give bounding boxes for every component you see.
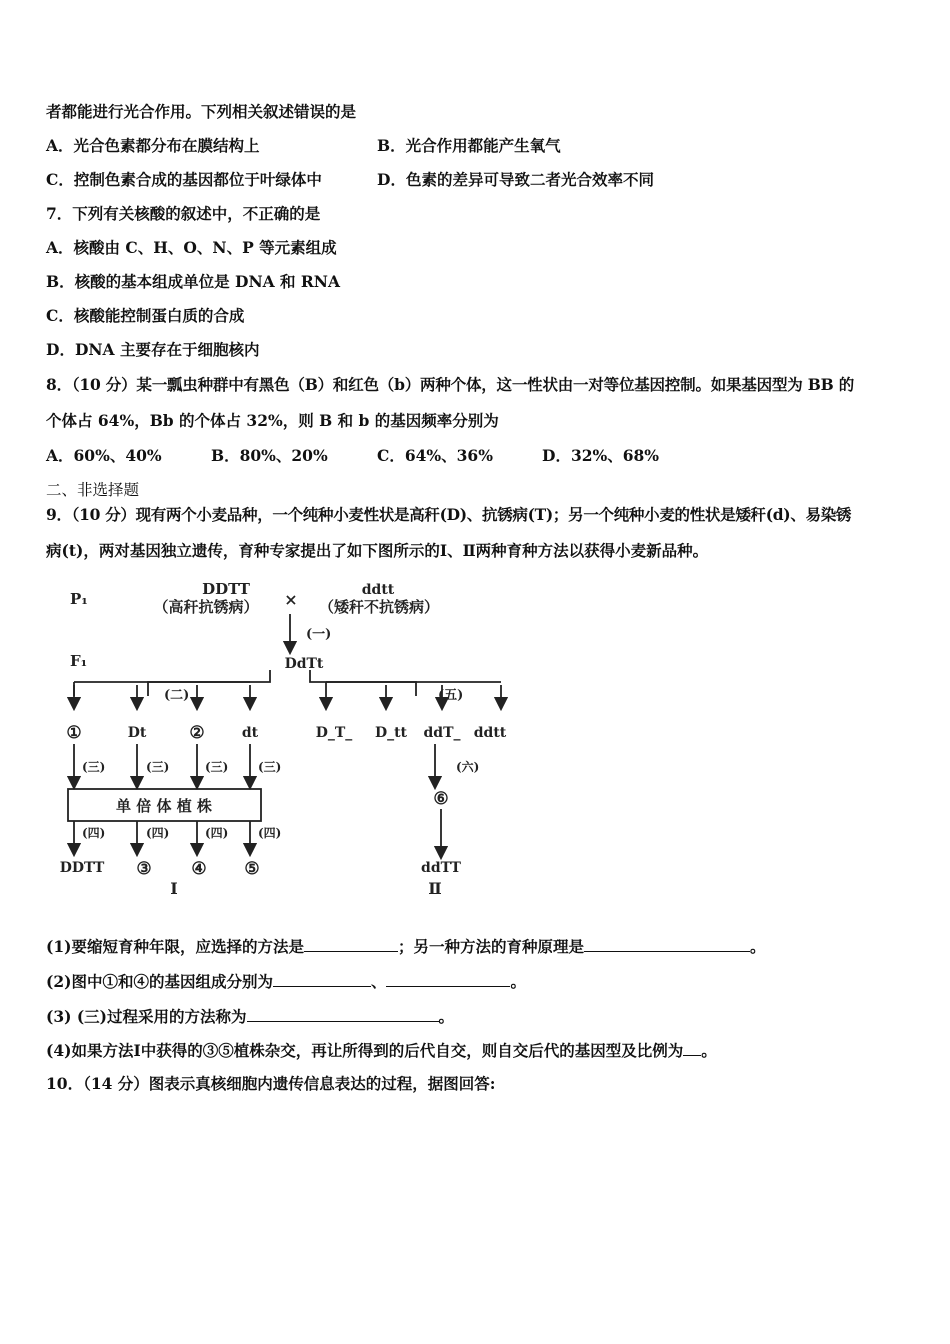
- step-4-label-1: (四): [82, 826, 106, 840]
- gamete-2: ②: [189, 723, 205, 743]
- gamete-dt-upper: Dt: [127, 725, 147, 741]
- q9-sub1-blank-1[interactable]: [304, 936, 398, 952]
- parent1-genotype: DDTT: [202, 580, 250, 598]
- q9-sub3: [46, 1006, 454, 1027]
- f2-D_tt: D_tt: [374, 725, 408, 741]
- haploid-plant-label: 单 倍 体 植 株: [116, 797, 212, 815]
- q9-sub2-text-a: (2)图中①和④的基因组成分别为: [46, 972, 273, 991]
- q9-sub2-text-c: 。: [510, 972, 526, 991]
- q6-stem: 者都能进行光合作用。下列相关叙述错误的是: [46, 102, 357, 121]
- q9-sub1: [46, 936, 766, 957]
- section-title: 二、非选择题: [46, 481, 140, 499]
- node-6: ⑥: [433, 789, 449, 809]
- q7-stem: 7．下列有关核酸的叙述中，不正确的是: [46, 204, 321, 223]
- f2-ddT_: ddT_: [423, 725, 461, 741]
- step-6-label: (六): [456, 760, 480, 774]
- result-ddTT: ddTT: [421, 860, 461, 876]
- step-1-label: (一): [306, 627, 332, 642]
- q9-sub2-blank-2[interactable]: [386, 971, 510, 987]
- q9-sub1-text-b: ；另一种方法的育种原理是: [397, 937, 584, 956]
- step-3-label-2: (三): [146, 760, 170, 774]
- q8-stem-line1: 8．（10 分）某一瓢虫种群中有黑色（B）和红色（b）两种个体，这一性状由一对等位基因控制。如果基因型为 BB 的: [46, 375, 855, 394]
- q9-sub2-text-b: 、: [370, 972, 387, 991]
- q6-option-d[interactable]: D．色素的差异可导致二者光合效率不同: [377, 170, 654, 189]
- result-3: ③: [136, 859, 152, 879]
- method-1-label: Ⅰ: [170, 879, 178, 898]
- q9-sub3-text-a: (3) (三)过程采用的方法称为: [46, 1007, 247, 1026]
- f1-genotype: DdTt: [284, 656, 324, 672]
- f2-ddtt: ddtt: [473, 725, 507, 741]
- q8-option-b[interactable]: B．80%、20%: [211, 446, 328, 465]
- parent2-phenotype: （矮秆不抗锈病）: [318, 598, 440, 616]
- q9-sub1-text-a: (1)要缩短育种年限，应选择的方法是: [46, 937, 304, 956]
- result-4: ④: [191, 859, 207, 879]
- q6-option-b[interactable]: B．光合作用都能产生氧气: [377, 136, 561, 155]
- breeding-diagram: [58, 578, 518, 903]
- cross-symbol: ×: [284, 590, 298, 609]
- gamete-1: ①: [66, 723, 82, 743]
- q9-sub3-text-b: 。: [438, 1007, 455, 1026]
- step-2-label: (二): [164, 688, 190, 703]
- gamete-dt-lower: dt: [241, 725, 259, 741]
- step-3-label-3: (三): [205, 760, 229, 774]
- step-4-label-3: (四): [205, 826, 229, 840]
- result-5: ⑤: [244, 859, 260, 879]
- q7-option-b[interactable]: B．核酸的基本组成单位是 DNA 和 RNA: [46, 272, 341, 291]
- step-4-label-2: (四): [146, 826, 170, 840]
- method-2-label: Ⅱ: [428, 879, 442, 898]
- q10-stem: 10．（14 分）图表示真核细胞内遗传信息表达的过程，据图回答:: [46, 1074, 496, 1093]
- step-3-label-1: (三): [82, 760, 106, 774]
- q9-sub4-blank[interactable]: [683, 1040, 701, 1056]
- q8-option-a[interactable]: A．60%、40%: [46, 446, 162, 465]
- q7-option-c[interactable]: C．核酸能控制蛋白质的合成: [46, 306, 245, 325]
- q9-sub2-blank-1[interactable]: [273, 971, 371, 987]
- q7-option-d[interactable]: D．DNA 主要存在于细胞核内: [46, 340, 260, 359]
- q9-stem-line1: 9．（10 分）现有两个小麦品种，一个纯种小麦性状是高秆(D)、抗锈病(T)；另一个纯种小麦的性状是矮秆(d)、易染锈: [46, 505, 852, 524]
- label-p1: P₁: [70, 590, 88, 608]
- step-4-label-4: (四): [258, 826, 282, 840]
- q9-sub3-blank[interactable]: [247, 1006, 439, 1022]
- q8-stem-line2: 个体占 64%，Bb 的个体占 32%，则 B 和 b 的基因频率分别为: [46, 411, 499, 430]
- result-DDTT: DDTT: [59, 860, 105, 876]
- q9-sub4-text-b: 。: [701, 1041, 717, 1060]
- q9-sub4-text-a: (4)如果方法Ⅰ中获得的③⑤植株杂交，再让所得到的后代自交，则自交后代的基因型及比例为: [46, 1041, 684, 1060]
- q9-sub1-text-c: 。: [749, 937, 766, 956]
- step-3-label-4: (三): [258, 760, 282, 774]
- step-5-label: (五): [438, 688, 464, 703]
- q9-stem-line2: 病(t)，两对基因独立遗传，育种专家提出了如下图所示的Ⅰ、Ⅱ两种育种方法以获得小麦新品种。: [46, 541, 709, 560]
- q9-sub4: [46, 1040, 717, 1061]
- parent1-phenotype: （高秆抗锈病）: [153, 598, 259, 616]
- q8-option-c[interactable]: C．64%、36%: [377, 446, 493, 465]
- q7-option-a[interactable]: A．核酸由 C、H、O、N、P 等元素组成: [46, 238, 337, 257]
- q6-option-c[interactable]: C．控制色素合成的基因都位于叶绿体中: [46, 170, 322, 189]
- q9-sub2: [46, 971, 526, 992]
- q6-option-a[interactable]: A．光合色素都分布在膜结构上: [46, 136, 260, 155]
- label-f1: F₁: [70, 652, 88, 670]
- q9-sub1-blank-2[interactable]: [584, 936, 750, 952]
- parent2-genotype: ddtt: [361, 582, 395, 598]
- f2-D_T_: D_T_: [315, 725, 353, 741]
- q8-option-d[interactable]: D．32%、68%: [542, 446, 660, 465]
